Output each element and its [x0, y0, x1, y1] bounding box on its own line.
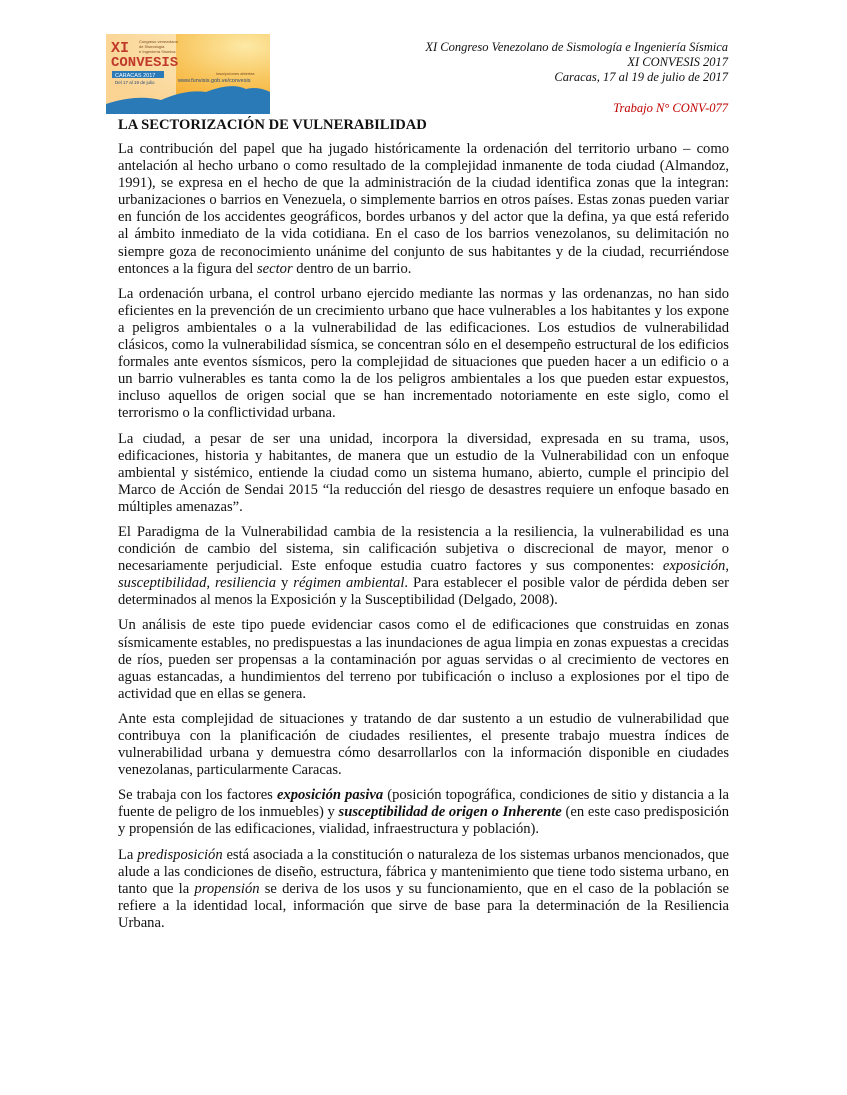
paragraph-7-bold-susceptibilidad: susceptibilidad de origen o Inherente: [338, 804, 562, 821]
paragraph-4-end: . Para establecer el posible valor de pérdida deben ser determinados al menos la Exposición y la Susceptibilidad (Delgado, 2008).: [118, 575, 730, 609]
paragraph-6: Ante esta complejidad de situaciones y tratando de dar sustento a un estudio de vulnerabilidad que contribuya con la planificación de ciudades resilientes, el presente trabajo muestra índices de vulnerabilidad urbana y demuestra cómo desarrollarlos con la información disponible en ciudades venezolanas, particularmente Caracas.: [118, 710, 729, 779]
paragraph-1-text: La contribución del papel que ha jugado históricamente la ordenación del territorio urbano – como antelación al hecho urbano o como resultado de la complejidad inmanente de toda ciudad (Almandoz, 1991), se expresa en el hecho de que la administración de la ciudad identifica zonas que la integran: urbanizaciones o barrios en Venezuela, o simplemente barrios en otros países. Estas zonas pueden variar en función de los accidentes geográficos, bordes urbanos y del actor que la defina, ya que está referido al ámbito inmediato de la vida cotidiana. En el caso de los barrios venezolanos, su delimitación no siempre goza de reconocimiento unánime del conjunto de sus habitantes y de la ciudad, recurriéndose entonces a la figura del: [118, 141, 729, 277]
header-congress-name: XI Congreso Venezolano de Sismología e Ingeniería Sísmica: [425, 40, 728, 54]
header-convesis: XI CONVESIS 2017: [627, 55, 728, 69]
logo-inscriptions: inscripciones abiertas: [216, 71, 255, 76]
paragraph-3: La ciudad, a pesar de ser una unidad, incorpora la diversidad, expresada en su trama, usos, edificaciones, historia y habitantes, de manera que un estudio de la Vulnerabilidad con un enfoque ambiental y sistémico, entiende la ciudad como un sistema humano, abierto, cumple el principio del Marco de Acción de Sendai 2015 “la reducción del riesgo de desastres requiere un enfoque basado en múltiples amenazas”.: [118, 430, 729, 515]
paragraph-1-italic-sector: sector: [256, 260, 293, 277]
paragraph-7-text: Se trabaja con los factores: [118, 787, 277, 804]
paragraph-8-end: se deriva de los usos y su funcionamiento, que en el caso de la población se refiere a la identidad local, información que sirve de base para la determinación de la Resiliencia Urbana.: [118, 880, 729, 931]
page-header: [425, 40, 728, 116]
paragraph-1-end: dentro de un barrio.: [292, 260, 412, 277]
header-location-dates: Caracas, 17 al 19 de julio de 2017: [554, 70, 728, 84]
paragraph-8-italic-predisposicion: predisposición: [137, 846, 223, 863]
header-trabajo-number: Trabajo N° CONV-077: [613, 101, 728, 115]
logo-subtitle-1: Congreso venezolano: [139, 39, 178, 44]
paragraph-1: [118, 141, 729, 278]
paragraph-7-bold-exposicion-pasiva: exposición pasiva: [276, 787, 384, 804]
conference-logo: [106, 34, 270, 114]
paragraph-4-text: El Paradigma de la Vulnerabilidad cambia de la resistencia a la resiliencia, la vulnerabilidad es una condición de cambio del sistema, sin calificación subjetiva o discrecional de mayor, menor o necesariamente perjudicial. Este enfoque estudia cuatro factores y sus componentes:: [118, 523, 729, 575]
logo-subtitle-3: e Ingeniería Sísmica: [139, 49, 176, 54]
paragraph-4-sep-1: ,: [725, 558, 729, 575]
paragraph-8-text: La: [118, 846, 138, 863]
logo-numeral: XI: [111, 40, 130, 57]
section-title: LA SECTORIZACIÓN DE VULNERABILIDAD: [118, 117, 427, 133]
logo-name: CONVESIS: [111, 55, 179, 71]
paragraph-4-sep-2: y: [276, 575, 294, 592]
paragraph-4-italic-susceptibilidad: susceptibilidad, resiliencia: [118, 575, 277, 592]
paragraph-4-italic-exposicion: exposición: [662, 558, 726, 575]
paragraph-2: La ordenación urbana, el control urbano ejercido mediante las normas y las ordenanzas, no han sido eficientes en la prevención de un crecimiento urbano que hace vulnerables a los habitantes y los expone a peligros ambientales o a la vulnerabilidad de las edificaciones. Los estudios de vulnerabilidad clásicos, como la vulnerabilidad sísmica, se concentran sólo en el desempeño estructural de los edificios formales ante eventos sísmicos, pero la complejidad de situaciones que pueden hacer a un edificio o a un barrio vulnerables es tanta como la de los peligros ambientales a los que pueden estar expuestos, incluso aquellos de origen social que se han incrementado notoriamente en este siglo, como el terrorismo o la conflictividad urbana.: [118, 285, 729, 422]
paragraph-8-italic-propension: propensión: [194, 880, 260, 897]
paragraph-8-mid: está asociada a la constitución o naturaleza de los sistemas urbanos mencionados, que alude a las condiciones de diseño, estructura, fábrica y mantenimiento que tiene todo sistema urbano, en tanto que la: [118, 846, 729, 897]
paper-body: [118, 117, 729, 940]
city-badge: CARACAS 2017: [115, 73, 156, 79]
paragraph-5: Un análisis de este tipo puede evidenciar casos como el de edificaciones que construidas en zonas sísmicamente estables, no predispuestas a las inundaciones de agua limpia en zonas expuestas a crecidas de ríos, pueden ser propensas a la contaminación por aguas servidas o al crecimiento de vectores en aguas estancadas, a hundimientos del terreno por tubificación o incluso a explosiones por el tipo de actividad que en ellas se genera.: [118, 617, 729, 702]
paragraph-7-end: (en este caso predisposición y propensión de las edificaciones, vialidad, infraestructura y población).: [118, 804, 730, 838]
convesis-logo-graphic: [106, 34, 270, 114]
logo-dates: Del 17 al 19 de julio: [115, 80, 155, 85]
logo-subtitle-2: de Sismología: [139, 44, 165, 49]
paragraph-4-italic-regimen: régimen ambiental: [293, 575, 405, 592]
logo-url: www.funvisis.gob.ve/convesis: [178, 78, 251, 84]
paragraph-8: [118, 847, 729, 932]
paragraph-7-mid: (posición topográfica, condiciones de sitio y distancia a la fuente de peligro de los inmuebles) y: [118, 787, 729, 821]
paragraph-7: [118, 787, 729, 838]
paragraph-4: [118, 524, 729, 609]
